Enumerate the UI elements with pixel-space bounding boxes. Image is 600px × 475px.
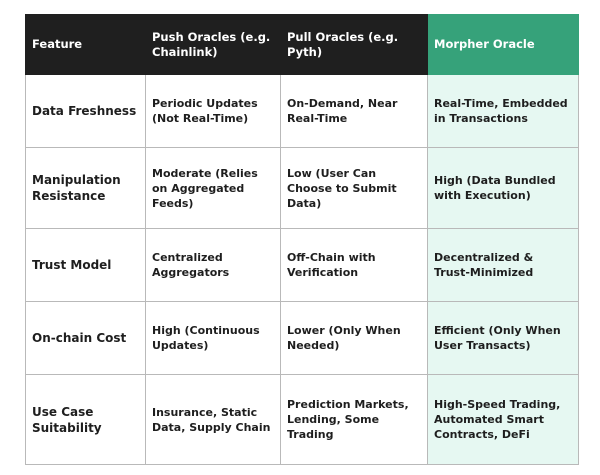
cell-push: Insurance, Static Data, Supply Chain <box>146 375 281 465</box>
row-feature-label: Data Freshness <box>26 75 146 148</box>
cell-push: Periodic Updates (Not Real-Time) <box>146 75 281 148</box>
header-morpher-oracle: Morpher Oracle <box>428 15 579 75</box>
row-feature-label: Trust Model <box>26 229 146 302</box>
cell-morpher: Decentralized & Trust-Minimized <box>428 229 579 302</box>
cell-push: Centralized Aggregators <box>146 229 281 302</box>
cell-push: Moderate (Relies on Aggregated Feeds) <box>146 148 281 229</box>
cell-morpher: High (Data Bundled with Execution) <box>428 148 579 229</box>
cell-pull: Prediction Markets, Lending, Some Trading <box>281 375 428 465</box>
oracle-comparison-table <box>25 14 579 465</box>
header-feature: Feature <box>26 15 146 75</box>
cell-push: High (Continuous Updates) <box>146 302 281 375</box>
row-feature-label: Use Case Suitability <box>26 375 146 465</box>
table-row <box>26 229 579 302</box>
table-row <box>26 375 579 465</box>
cell-pull: On-Demand, Near Real-Time <box>281 75 428 148</box>
cell-morpher: Real-Time, Embedded in Transactions <box>428 75 579 148</box>
cell-morpher: Efficient (Only When User Transacts) <box>428 302 579 375</box>
cell-pull: Off-Chain with Verification <box>281 229 428 302</box>
table-row <box>26 148 579 229</box>
row-feature-label: Manipulation Resistance <box>26 148 146 229</box>
table-header-row <box>26 15 579 75</box>
cell-pull: Lower (Only When Needed) <box>281 302 428 375</box>
table-row <box>26 75 579 148</box>
header-pull-oracles: Pull Oracles (e.g. Pyth) <box>281 15 428 75</box>
cell-morpher: High-Speed Trading, Automated Smart Contracts, DeFi <box>428 375 579 465</box>
cell-pull: Low (User Can Choose to Submit Data) <box>281 148 428 229</box>
row-feature-label: On-chain Cost <box>26 302 146 375</box>
table-row <box>26 302 579 375</box>
header-push-oracles: Push Oracles (e.g. Chainlink) <box>146 15 281 75</box>
